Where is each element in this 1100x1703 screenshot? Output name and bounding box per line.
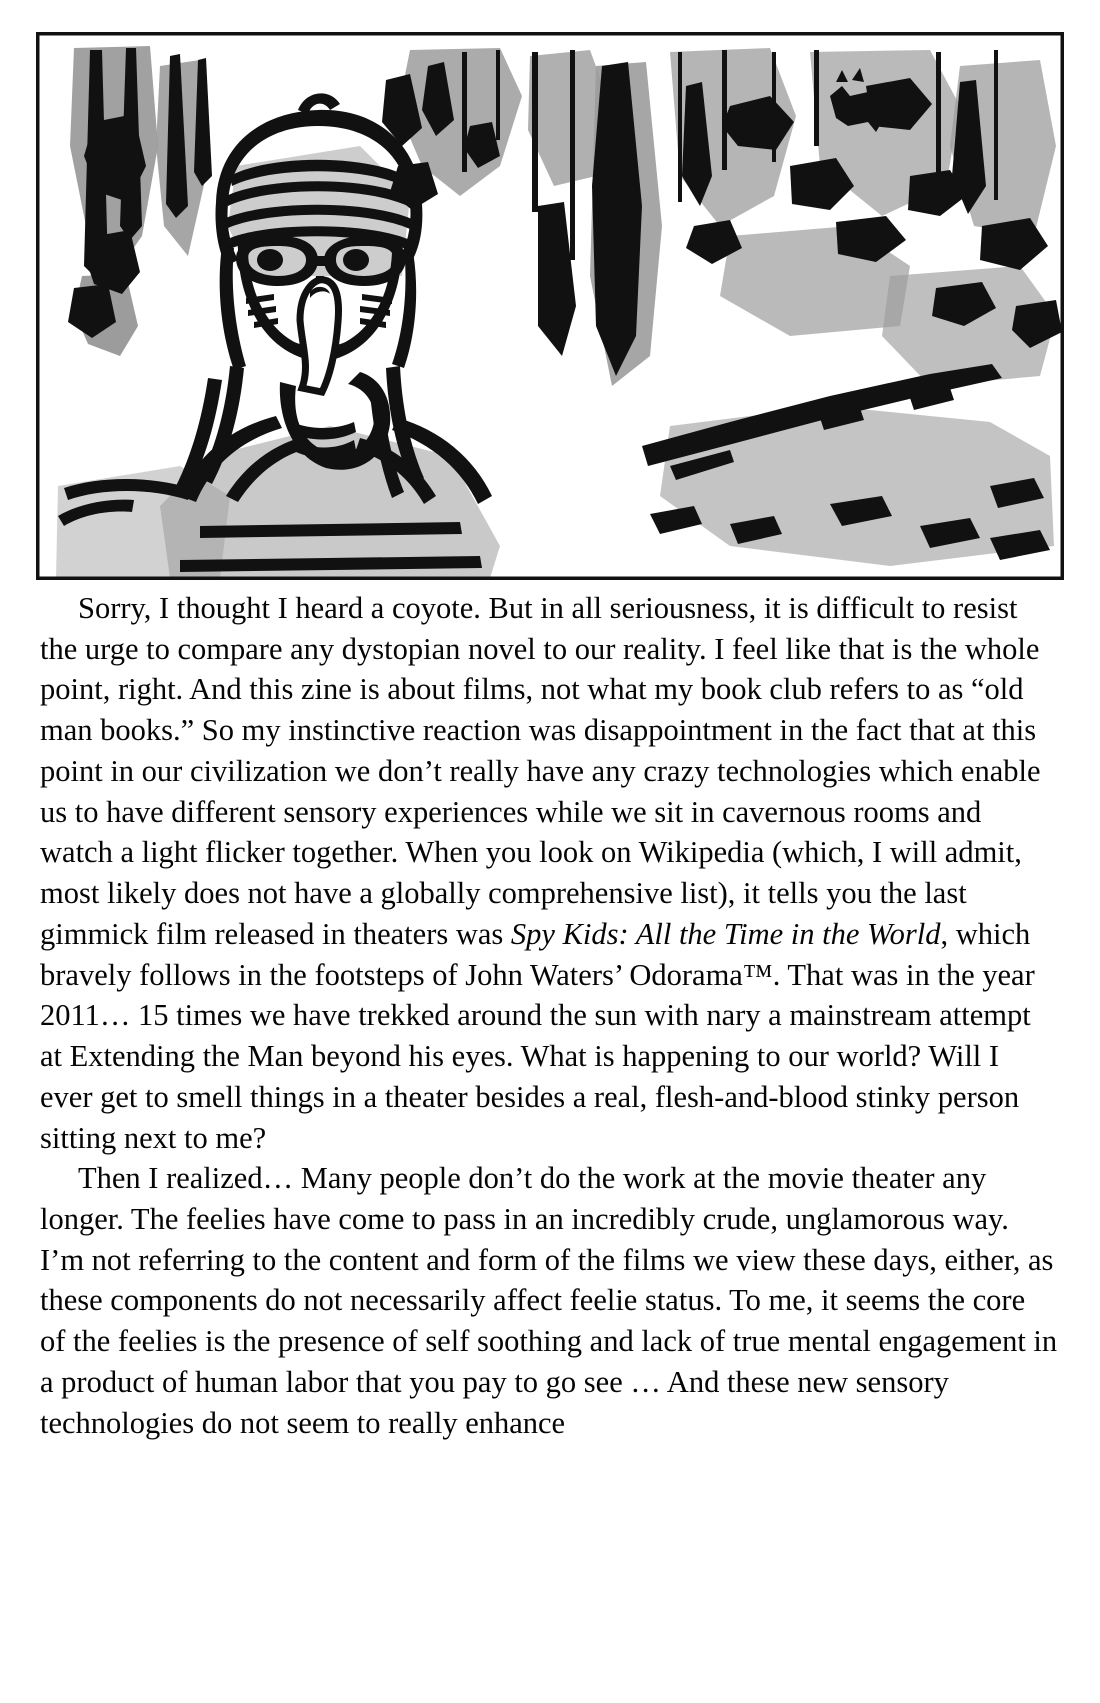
- paragraph-2: Then I realized… Many people don’t do the work at the movie theater any longer. The feelies have come to pass in an incredibly crude, unglamorous way. I’m not referring to the content and form of the films we view these days, either, as these components do not necessarily affect feelie status. To me, it seems the core of the feelies is the presence of self soothing and lack of true mental engagement in a product of human labor that you pay to go see … And these new sensory technologies do not seem to really enhance: [40, 1161, 1058, 1440]
- paragraph-1-part-1: Sorry, I thought I heard a coyote. But in all seriousness, it is difficult to resist the urge to compare any dystopian novel to our reality. I feel like that is the whole point, right. And this zine is about films, not what my book club refers to as “old man books.” So my instinctive reaction was disappointment in the fact that at this point in our civilization we don’t really have any crazy technologies which enable us to have different sensory experiences while we sit in cavernous rooms and watch a light flicker together. When you look on Wikipedia (which, I will admit, most likely does not have a globally comprehensive list), it tells you the last gimmick film released in theaters was: [40, 591, 1041, 951]
- paragraph-1-part-2: , which bravely follows in the footsteps of John Waters’ Odorama™. That was in the year 2011… 15 times we have trekked around the sun with nary a mainstream attempt at Extending the Man beyond his eyes. What is happening to our world? Will I ever get to smell things in a theater besides a real, flesh-and-blood stinky person sitting next to me?: [40, 916, 1035, 1155]
- illustration-panel: [30, 26, 1070, 586]
- paragraph-1: [40, 588, 1058, 1158]
- film-title-italic: Spy Kids: All the Time in the World: [510, 916, 941, 951]
- article-body: [40, 588, 1058, 1443]
- person-shushing-in-snowy-forest-drawing: [30, 26, 1070, 586]
